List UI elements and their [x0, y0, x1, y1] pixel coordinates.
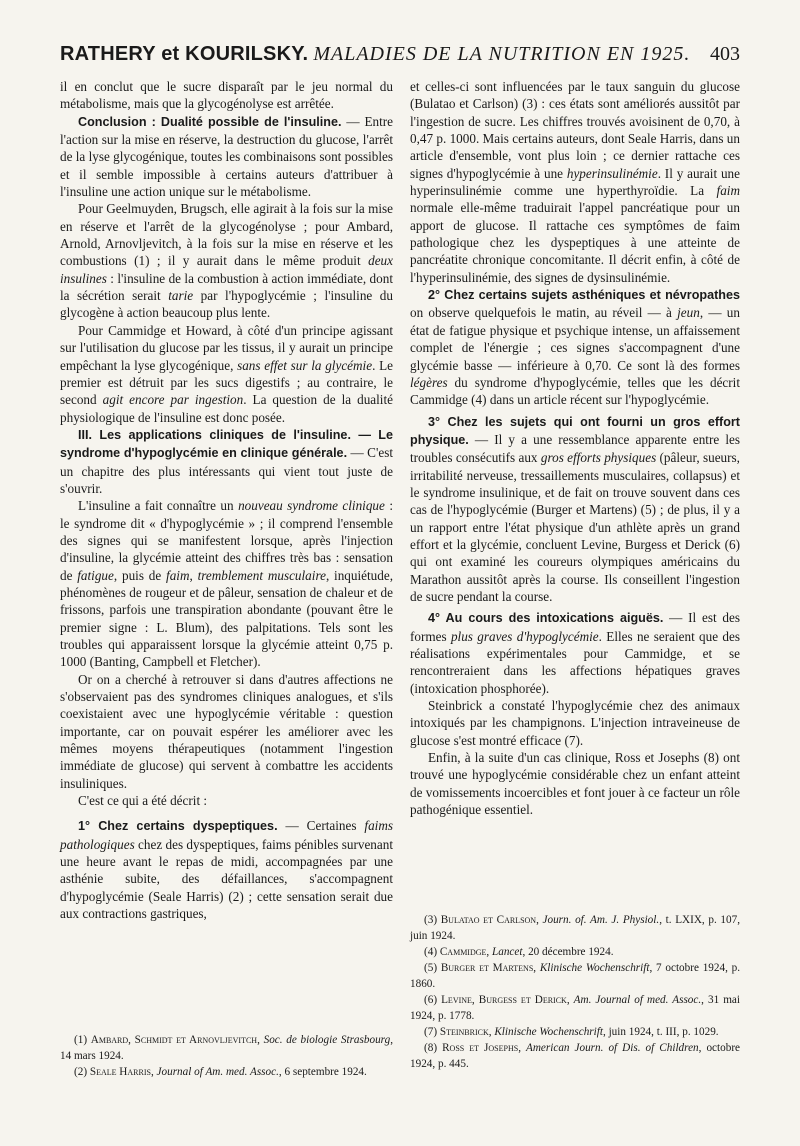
running-header: [60, 42, 740, 66]
footnote: (3) Bulatao et Carlson, Journ. of. Am. J. Physiol., t. LXIX, p. 107, juin 1924.: [410, 914, 740, 942]
footnote: (2) Seale Harris, Journal of Am. med. Assoc., 6 septembre 1924.: [74, 1066, 367, 1078]
left-column: [60, 78, 393, 923]
paragraph: Steinbrick a constaté l'hypoglycémie chez des animaux intoxiqués par les champignons. L'injection intraveineuse de glucose s'est montré efficace (7).: [410, 698, 740, 748]
paragraph: L'insuline a fait connaître un nouveau syndrome clinique : le syndrome dit « d'hypoglycémie » ; il comprend l'ensemble des signes qui se manifestent lorsque, après l'injection d'insuline, la glycémie atteint des chiffres très bas : sensation de fatigue, puis de faim, tremblement musculaire, inquiétude, phénomènes de rougeur et de pâleur, sensation de chaleur et de frissons, parfois une transpiration abondante (pouvant être le premier signe : L. Blum), des palpitations. Tels sont les troubles qui apparaissent lorsque la glycémie atteint 0,75 p. 1000 (Banting, Campbell et Fletcher).: [60, 498, 393, 670]
paragraph-intoxications: 4° Au cours des intoxications aiguës. — Il est des formes plus graves d'hypoglycémie. Elles ne seraient que des réalisations expérimentales pour Cammidge, et se rencontreraient dans les affections hépatiques graves (intoxication phosphorée).: [410, 610, 740, 696]
subheading: 2° Chez certains sujets asthéniques et névropathes: [428, 288, 740, 303]
section-paragraph: III. Les applications cliniques de l'insuline. — Le syndrome d'hypoglycémie en clinique générale. — C'est un chapitre des plus intéressants qui vient tout juste de s'ouvrir.: [60, 427, 393, 496]
paragraph-conclusion: Conclusion : Dualité possible de l'insuline. — Entre l'action sur la mise en réserve, la destruction du glucose, l'arrêt de la lyse glycogénique, toutes les combinaisons sont possibles et il semble impossible à certains auteurs d'attribuer à l'insuline une action unique sur le métabolisme.: [60, 113, 393, 200]
paragraph-dyspeptiques: 1° Chez certains dyspeptiques. — Certaines faims pathologiques chez des dyspeptiques, faims pénibles survenant une heure avant le repas de midi, accompagnées par une asthénie subite, des défaillances, s'accompagnent d'hypoglycémie (Seale Harris) (2) ; cette sensation serait due aux contractions gastriques,: [60, 818, 393, 922]
footnote: (5) Burger et Martens, Klinische Wochenschrift, 7 octobre 1924, p. 1860.: [410, 962, 741, 990]
paragraph: Enfin, à la suite d'un cas clinique, Ross et Josephs (8) ont trouvé une hypoglycémie considérable chez un enfant atteint de vomissements incoercibles et font jouer à ce facteur un rôle pathogénique essentiel.: [410, 750, 740, 818]
subheading: 4° Au cours des intoxications aiguës.: [428, 611, 664, 626]
paragraph-astheniques: 2° Chez certains sujets asthéniques et névropathes on observe quelquefois le matin, au réveil — à jeun, — un état de fatigue physique et psychique intense, un affaissement complet de l'énergie ; ces signes s'accompagnent d'une glycémie basse — inférieure à 0,70. Ce sont là des formes légères du syndrome d'hypoglycémie, telles que les décrit Cammidge (4) dans un article récent sur l'hypoglycémie.: [410, 288, 740, 408]
footnote: (7) Steinbrick, Klinische Wochenschrift, juin 1924, t. III, p. 1029.: [424, 1026, 719, 1038]
footnotes-right: [410, 912, 740, 1072]
paragraph: Or on a cherché à retrouver si dans d'autres affections ne s'observaient pas des syndromes cliniques analogues, et s'ils coexistaient avec une hypoglycémie véritable : question importante, car on pouvait espérer les améliorer avec les mêmes moyens thérapeutiques (notamment l'ingestion immédiate de glucose) qui servent à combattre les accidents insuliniques.: [60, 671, 393, 791]
footnotes-left: [60, 1032, 393, 1080]
footnote: (8) Ross et Josephs, American Journ. of Dis. of Children, octobre 1924, p. 445.: [410, 1042, 741, 1070]
paragraph: il en conclut que le sucre disparaît par le jeu normal du métabolisme, mais que la glycogénolyse est arrêtée.: [60, 79, 393, 112]
page-number: 403: [710, 43, 740, 65]
paragraph: C'est ce qui a été décrit :: [78, 793, 208, 809]
header-title: MALADIES DE LA NUTRITION EN 1925.: [313, 43, 691, 65]
paragraph: Pour Geelmuyden, Brugsch, elle agirait à la fois sur la mise en réserve et l'arrêt de la glycogénolyse ; pour Ambard, Arnold, Arnovljevitch, à la fois sur la mise en réserve et les combustions (1) ; il y aurait dans le même produit deux insulines : l'insuline de la combustion à action immédiate, dont la sécrétion serait tarie par l'hypoglycémie ; l'insuline du glycogène à action beaucoup plus lente.: [60, 201, 393, 321]
paragraph-effort: 3° Chez les sujets qui ont fourni un gros effort physique. — Il y a une ressemblance apparente entre les troubles consécutifs aux gros efforts physiques (pâleur, sueurs, irritabilité nerveuse, tressaillements musculaires, collapsus) et le syndrome insulinique, et de fait on trouve souvent dans ces cas de l'hypoglycémie (Burger et Martens) (5) ; de plus, il y a un rapport entre l'état physique d'un athlète après un grand effort et la glycémie, concluent Levine, Burgess et Derick (6) qui ont examiné les coureurs olympiques américains du Marathon aussitôt après la course. Ils conseillent l'ingestion de sucre pendant la course.: [410, 414, 740, 604]
subheading: 1° Chez certains dyspeptiques.: [78, 819, 278, 834]
footnote: (6) Levine, Burgess et Derick, Am. Journal of med. Assoc., 31 mai 1924, p. 1778.: [410, 994, 741, 1022]
paragraph: et celles-ci sont influencées par le taux sanguin du glucose (Bulatao et Carlson) (3) : ces états sont améliorés aussitôt par l'ingestion de sucre. Les chiffres trouvés avoisinent de 0,70, à 0,47 p. 1000. Mais certains auteurs, dont Seale Harris, dans un article d'ensemble, vont plus loin ; ce dernier rattache ces signes d'hypoglycémie à une hyperinsulinémie. Il y aurait une hyperinsulinémie comme une hyperthyroïdie. La faim normale elle-même traduirait l'appel pancréatique pour un apport de glucose. Il rattache ces symptômes de faim pathologique chez les dyspeptiques à une atteinte de pancréatite chronique concomitante. Il décrit enfin, à côté de l'hyperinsulinémie, des signes de dysinsulinémie.: [410, 79, 740, 285]
right-column: [410, 78, 740, 818]
footnote: (4) Cammidge, Lancet, 20 décembre 1924.: [424, 946, 614, 958]
subheading: 3° Chez les sujets qui ont fourni un gros effort physique.: [410, 414, 740, 447]
header-authors: RATHERY et KOURILSKY.: [60, 43, 309, 65]
footnote: (1) Ambard, Schmidt et Arnovljevitch, Soc. de biologie Strasbourg, 14 mars 1924.: [60, 1034, 393, 1062]
section-heading: III. Les applications cliniques de l'insuline. — Le syndrome d'hypoglycémie en clinique générale.: [60, 427, 393, 461]
paragraph: Pour Cammidge et Howard, à côté d'un principe agissant sur l'utilisation du glucose par les tissus, il y aurait un principe empêchant la lyse glycogénique, sans effet sur la glycémie. Le premier est détruit par les sucs digestifs ; au contraire, le second agit encore par ingestion. La question de la dualité physiologique de l'insuline est donc posée.: [60, 322, 393, 425]
subheading: Conclusion : Dualité possible de l'insuline.: [78, 114, 342, 129]
